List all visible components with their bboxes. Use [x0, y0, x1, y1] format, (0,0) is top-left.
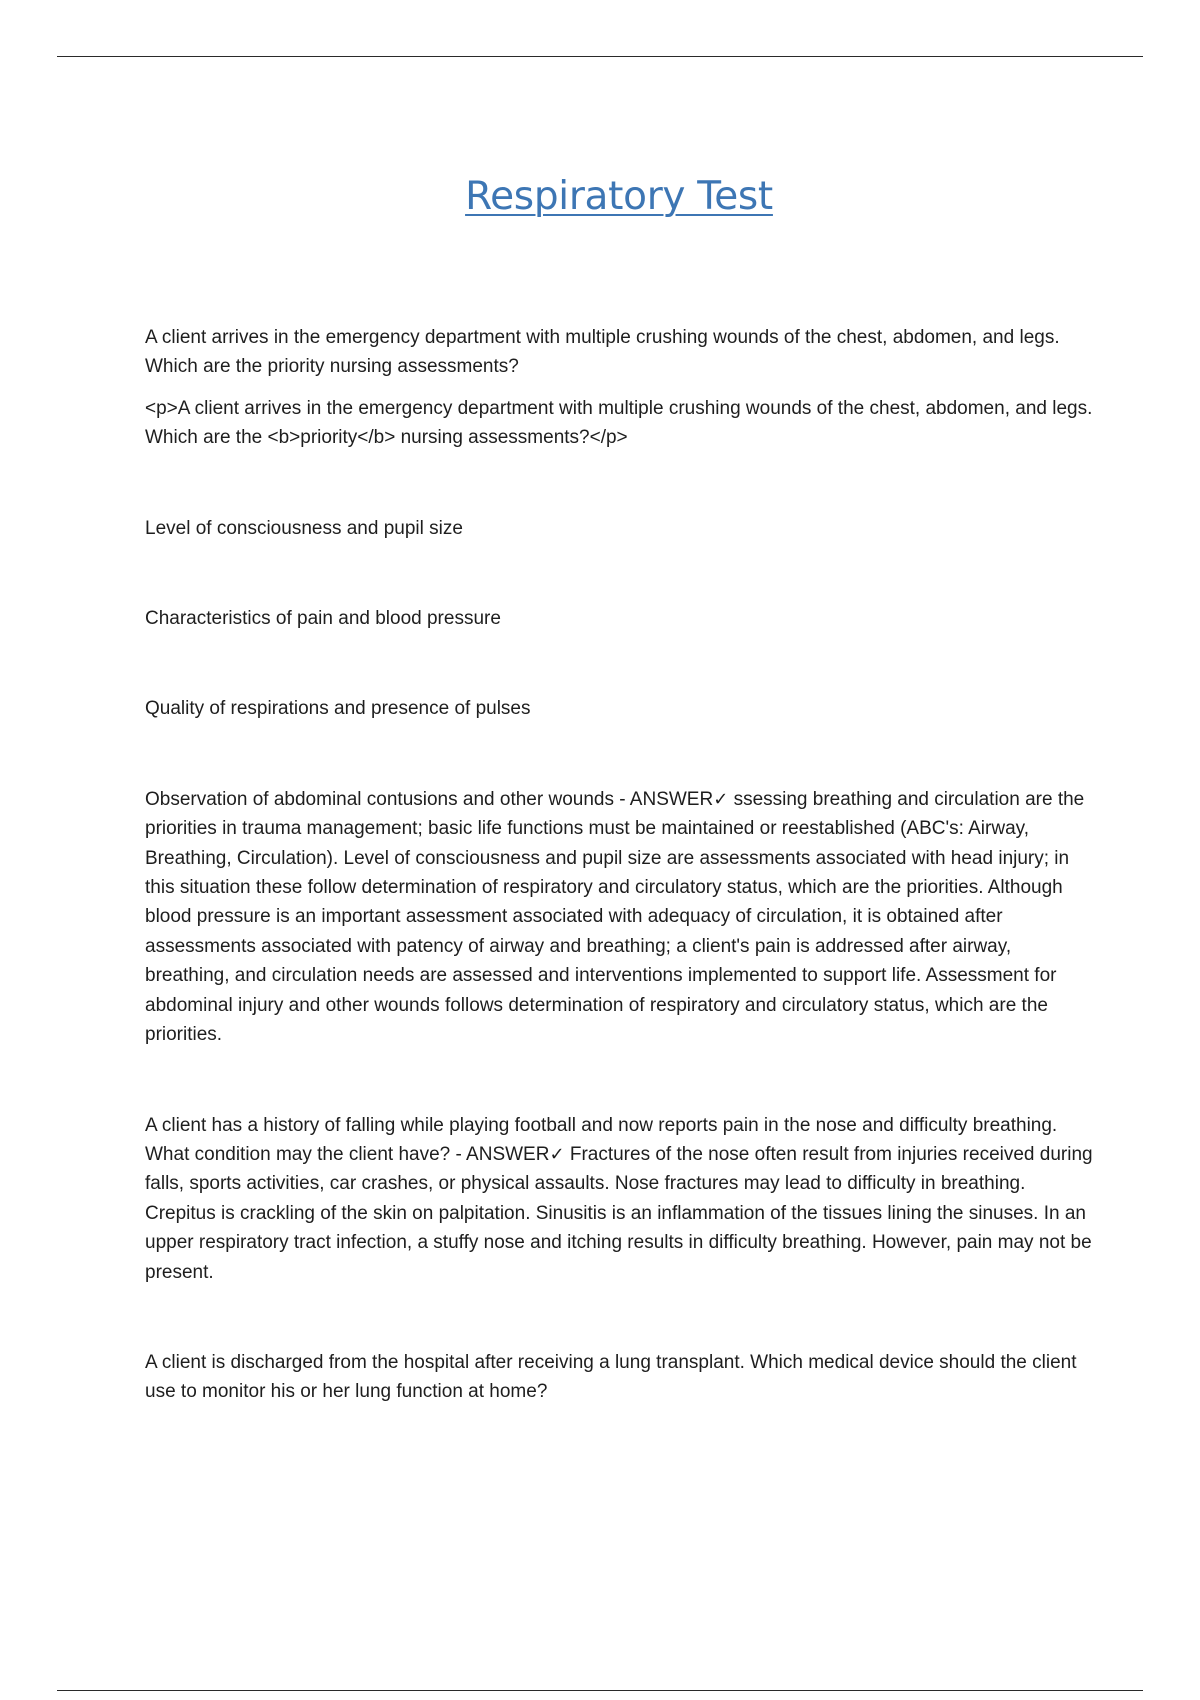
footer-rule: [57, 1690, 1143, 1691]
document-title: Respiratory Test: [465, 174, 773, 219]
question-2-text: A client has a history of falling while playing football and now reports pain in the nose and difficulty breathing. What condition may the client have? - ANSWER: [145, 1114, 1058, 1165]
question-3-text: A client is discharged from the hospital after receiving a lung transplant. Which medical device should the client use to monitor his or her lung function at home?: [145, 1351, 1077, 1403]
question-2-block: [145, 1111, 1095, 1287]
check-mark-icon: ✓: [549, 1143, 565, 1165]
answer-option-3: Quality of respirations and presence of pulses: [145, 698, 531, 720]
document-body: [145, 323, 1095, 1407]
question-2-answer-explanation: Fractures of the nose often result from injuries received during falls, sports activities, car crashes, or physical assaults. Nose fractures may lead to difficulty in breathing. Crepitus is crackling of the skin on palpitation. Sinusitis is an inflammation of the tissues lining the sinuses. In an upper respiratory tract infection, a stuffy nose and itching results in difficulty breathing. However, pain may not be present.: [145, 1143, 1093, 1283]
answer-option-1: Level of consciousness and pupil size: [145, 517, 463, 539]
question-1-answer-explanation: ssessing breathing and circulation are the priorities in trauma management; basic life functions must be maintained or reestablished (ABC's: Airway, Breathing, Circulation). Level of consciousness and pupil size are assessments associated with head injury; in this situation these follow determination of respiratory and circulatory status, which are the priorities. Although blood pressure is an important assessment associated with adequacy of circulation, it is obtained after assessments associated with patency of airway and breathing; a client's pain is addressed after airway, breathing, and circulation needs are assessed and interventions implemented to support life. Assessment for abdominal injury and other wounds follows determination of respiratory and circulatory status, which are the priorities.: [145, 788, 1085, 1046]
question-1-text: A client arrives in the emergency department with multiple crushing wounds of the chest, abdomen, and legs. Which are the priority nursing assessments?: [145, 327, 1060, 378]
question-1-html-echo: <p>A client arrives in the emergency department with multiple crushing wounds of the chest, abdomen, and legs. Which are the <b>priority</b> nursing assessments?</p>: [145, 397, 1093, 449]
check-mark-icon: ✓: [713, 788, 729, 810]
answer-option-2: Characteristics of pain and blood pressure: [145, 608, 501, 630]
header-rule: [57, 56, 1143, 57]
answer-option-4-with-explanation: [145, 785, 1095, 1050]
answer-option-4: Observation of abdominal contusions and other wounds - ANSWER: [145, 788, 714, 810]
